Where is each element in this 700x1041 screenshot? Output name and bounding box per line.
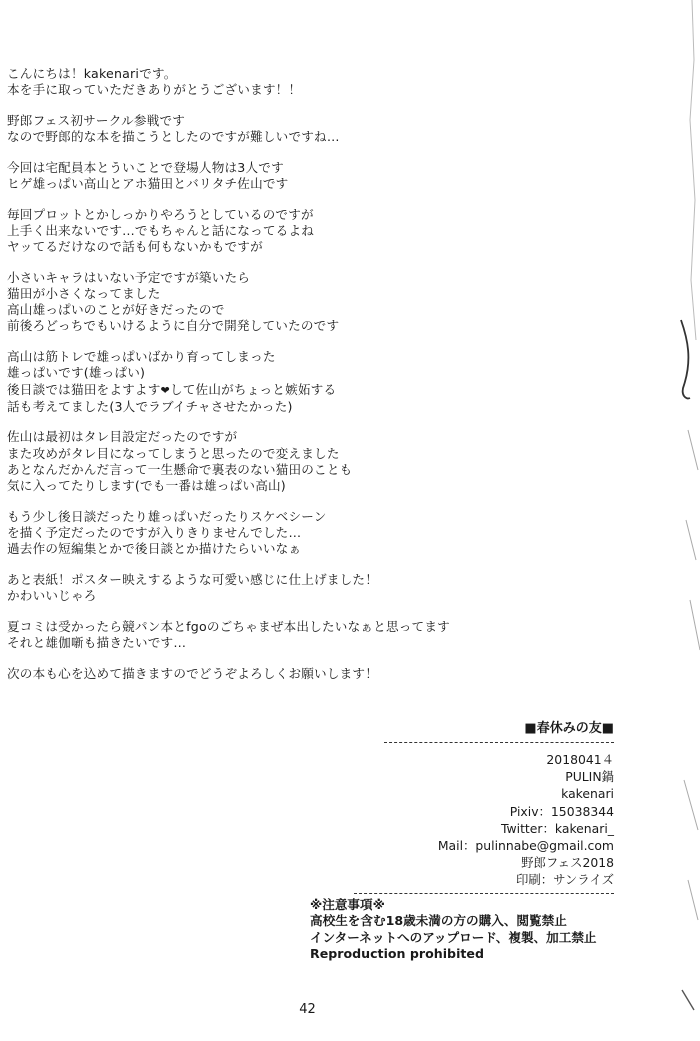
afterword-text [7,66,487,696]
notice-heading: ※注意事項※ [310,897,385,912]
text-line: もう少し後日談だったり雄っぱいだったりスケベシーン [7,508,327,524]
text-line: かわいいじゃろ [7,588,97,604]
event-name: 野郎フェス2018 [521,855,614,871]
text-line: 気に入ってたりします(でも一番は雄っぱい高山) [7,478,286,494]
colophon [354,720,614,902]
paragraph-small-character [7,270,487,335]
paragraph-takayama [7,349,487,415]
text-segment: 後日談では猫田をよすよす [7,381,161,397]
twitter-handle: Twitter：kakenari_ [500,820,614,836]
text-line: 今回は宅配員本とういことで登場人物は3人です [7,159,284,175]
circle-name: PULIN鍋 [565,769,614,785]
text-line: 小さいキャラはいない予定ですが築いたら [7,269,251,285]
text-line: 夏コミは受かったら競パン本とfgoのごちゃまぜ本出したいなぁと思ってます [7,618,450,634]
dashed-divider [384,742,614,743]
paragraph-greeting [7,66,487,98]
text-line: それと雄伽噺も描きたいです… [7,634,187,650]
mail-address: Mail：pulinnabe@gmail.com [437,838,614,854]
text-line: ヒゲ雄っぱい高山とアホ猫田とバリタチ佐山です [7,176,289,192]
text-line: あとなんだかんだ言って一生懸命で裏表のない猫田のことも [7,461,353,477]
text-line: 猫田が小さくなってました [7,286,161,302]
text-line: 高山は筋トレで雄っぱいばかり育ってしまった [7,349,276,365]
page-number: 42 [299,1002,316,1017]
paragraph-sayama [7,429,487,494]
text-line: 前後ろどっちでもいけるように自分で開発していたのです [7,318,340,334]
notice-line: 高校生を含む18歳未満の方の購入、閲覧禁止 [310,913,567,929]
paragraph-debut [7,113,487,145]
text-line: なので野郎的な本を描こうとしたのですが難しいですね… [7,129,340,145]
text-line: 過去作の短編集とかで後日談とか描けたらいいなぁ [7,541,302,557]
pixiv-id: Pixiv：15038344 [509,803,614,819]
text-line-with-heart [7,382,487,399]
text-segment: して佐山がちょっと嫉妬する [169,381,337,397]
text-line: また攻めがタレ目になってしまうと思ったので変えました [7,445,340,461]
paragraph-next-plans [7,619,487,651]
text-line: あと表紙！ポスター映えするような可愛い感じに仕上げました！ [7,571,379,587]
text-line: ヤッてるだけなので話も何もないかもですが [7,239,263,255]
text-line: 本を手に取っていただきありがとうございます！！ [7,82,302,98]
text-line: こんにちは！kakenariです。 [7,66,177,81]
author-name: kakenari [561,786,614,802]
dashed-divider [354,893,614,894]
printer-name: 印刷：サンライズ [515,872,614,888]
paragraph-characters [7,160,487,192]
text-line: 次の本も心を込めて描きますのでどうぞよろしくお願いします！ [7,665,379,681]
text-line: 雄っぱいです(雄っぱい) [7,365,146,381]
binding-edge-marks [678,0,700,1041]
text-line: 上手く出来ないです…でもちゃんと話になってるよね [7,222,315,238]
notice-line: Reproduction prohibited [310,946,484,962]
paragraph-cover [7,572,487,604]
heart-icon: ❤ [160,383,170,397]
publish-date: 2018041４ [546,752,614,767]
text-line: 佐山は最初はタレ目設定だったのですが [7,429,238,445]
text-line: を描く予定だったのですが入りきりませんでした… [7,524,302,540]
text-line: 野郎フェス初サークル参戦です [7,112,186,128]
notice-line: インターネットへのアップロード、複製、加工禁止 [310,929,597,945]
text-line: 話も考えてました(3人でラブイチャさせたかった) [7,398,293,414]
text-line: 高山雄っぱいのことが好きだったので [7,302,225,318]
paragraph-extra-scenes [7,509,487,558]
text-line: 毎回プロットとかしっかりやろうとしているのですが [7,206,314,222]
book-title: ■春休みの友■ [524,721,614,736]
paragraph-plot [7,207,487,256]
paragraph-closing [7,666,487,682]
notice-block [310,897,630,963]
